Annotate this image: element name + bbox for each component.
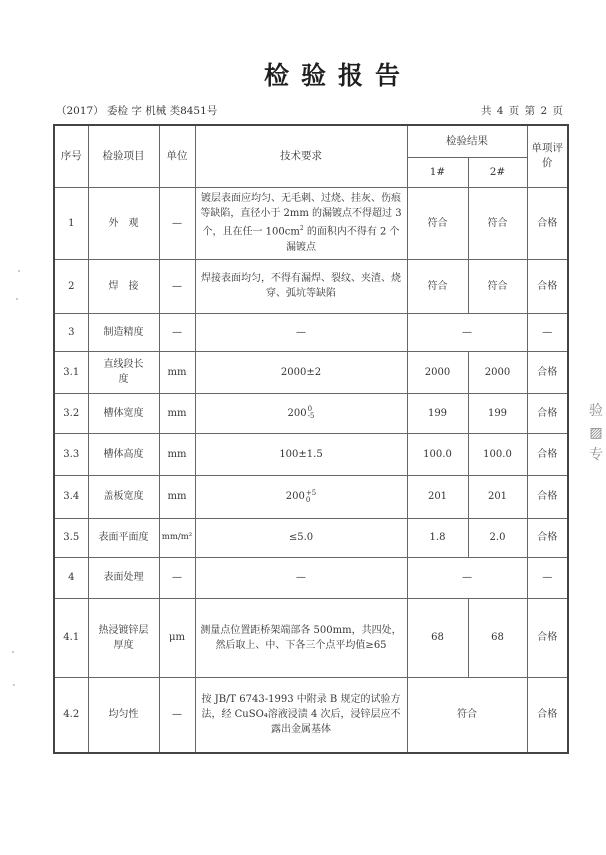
cell-result-2: 68 [468,598,527,677]
table-row [54,677,568,753]
tolerance-base: 200 [285,491,305,502]
header-sample1: 1# [407,157,468,187]
table-row [54,475,568,518]
cell-requirement: 镀层表面应均匀、无毛刺、过烧、挂灰、伤痕等缺陷，直径小于 2mm 的漏镀点不得超过 3 个，且在任一 $100cm^2$ 的面积内不得有 2 个漏镀点 [195,187,407,259]
cell-unit: — [159,313,195,351]
table-row [54,259,568,313]
cell-evaluation: 合格 [527,393,568,433]
cell-requirement: 焊接表面均匀，不得有漏焊、裂纹、夹渣、烧穿、弧坑等缺陷 [195,259,407,313]
cell-seq: 3.5 [54,518,88,557]
table-row [54,351,568,393]
cell-evaluation: 合格 [527,598,568,677]
cell-item: 外 观 [88,187,159,259]
cell-unit: — [159,259,195,313]
cell-result-1: 100.0 [407,433,468,475]
table-row [54,187,568,259]
cell-item: 直线段长度 [88,351,159,393]
header-row [54,125,568,157]
scan-speck [18,270,20,272]
cell-seq: 3.3 [54,433,88,475]
cell-unit: mm [159,351,195,393]
page-info: 共 4 页 第 2 页 [480,105,564,117]
cell-result-2: 符合 [468,259,527,313]
cell-requirement: — [195,557,407,598]
cell-result-2: 2.0 [468,518,527,557]
header-evaluation: 单项评价 [527,125,568,187]
cell-unit: mm [159,393,195,433]
cell-seq: 2 [54,259,88,313]
cell-requirement: 按 JB/T 6743-1993 中附录 B 规定的试验方法，经 CuSO₄溶液浸渍 4 次后，浸锌层应不露出金属基体 [195,677,407,753]
cell-result-2: 100.0 [468,433,527,475]
cell-item: 槽体高度 [88,433,159,475]
cell-item: 制造精度 [88,313,159,351]
cell-item: 热浸镀锌层厚度 [88,598,159,677]
tolerance-upper: 0 [307,405,313,413]
table-row [54,393,568,433]
report-number: （2017） 委检 字 机械 类8451号 [56,105,218,117]
cell-seq: 4 [54,557,88,598]
table-row [54,518,568,557]
cell-evaluation: 合格 [527,433,568,475]
table-row [54,598,568,677]
cell-result-1: 符合 [407,187,468,259]
inspection-table [53,124,569,754]
tolerance-range [308,406,315,420]
table-row [54,433,568,475]
header-seq: 序号 [54,125,88,187]
stamp-char: 验 [589,403,603,419]
cell-evaluation: 合格 [527,187,568,259]
table-row [54,557,568,598]
cell-seq: 4.2 [54,677,88,753]
cell-seq: 4.1 [54,598,88,677]
cell-seq: 3.1 [54,351,88,393]
cell-requirement: 2000±2 [195,351,407,393]
scan-speck [13,684,15,686]
document-title: 检验报告 [263,61,412,90]
table-row [54,313,568,351]
cell-requirement: 100±1.5 [195,433,407,475]
cell-item: 槽体宽度 [88,393,159,433]
cell-evaluation: 合格 [527,677,568,753]
cell-requirement: 测量点位置距桥架端部各 500mm，共四处，然后取上、中、下各三个点平均值≥65 [195,598,407,677]
tolerance-lower: -5 [307,412,315,420]
cell-result-2: 2000 [468,351,527,393]
cell-requirement [195,475,407,518]
cell-requirement [195,393,407,433]
cell-unit: — [159,187,195,259]
header-results: 检验结果 [407,125,527,157]
scan-speck [16,298,18,300]
cell-unit: — [159,557,195,598]
header-sample2: 2# [468,157,527,187]
tolerance-upper: +5 [305,488,317,497]
tolerance-base: 200 [287,407,307,419]
cell-unit: μm [159,598,195,677]
cell-unit: mm [159,433,195,475]
cell-result-2: 199 [468,393,527,433]
cell-result-merged: 符合 [407,677,527,753]
scan-speck [12,651,14,653]
seal-stamp-fragment [586,400,606,466]
cell-result-merged: — [407,313,527,351]
cell-result-1: 2000 [407,351,468,393]
cell-seq: 1 [54,187,88,259]
cell-seq: 3.4 [54,475,88,518]
cell-unit: mm [159,475,195,518]
cell-item: 均匀性 [88,677,159,753]
header-unit: 单位 [159,125,195,187]
cell-evaluation: 合格 [527,475,568,518]
cell-item: 表面处理 [88,557,159,598]
cell-unit: mm/m² [159,518,195,557]
cell-result-1: 199 [407,393,468,433]
cell-result-1: 68 [407,598,468,677]
stamp-char: 专 [589,447,603,463]
tolerance-lower: 0 [305,495,311,504]
cell-evaluation: 合格 [527,259,568,313]
cell-seq: 3 [54,313,88,351]
header-requirement: 技术要求 [195,125,407,187]
cell-result-1: 符合 [407,259,468,313]
cell-result-merged: — [407,557,527,598]
cell-requirement: — [195,313,407,351]
cell-item: 盖板宽度 [88,475,159,518]
stamp-char: ▨ [589,425,603,441]
tolerance-range [306,490,316,504]
cell-seq: 3.2 [54,393,88,433]
cell-unit: — [159,677,195,753]
cell-evaluation: — [527,313,568,351]
cell-evaluation: — [527,557,568,598]
cell-requirement: ≤5.0 [195,518,407,557]
cell-result-1: 201 [407,475,468,518]
cell-evaluation: 合格 [527,351,568,393]
cell-item: 焊 接 [88,259,159,313]
cell-evaluation: 合格 [527,518,568,557]
cell-result-2: 201 [468,475,527,518]
cell-result-2: 符合 [468,187,527,259]
header-item: 检验项目 [88,125,159,187]
cell-item: 表面平面度 [88,518,159,557]
cell-result-1: 1.8 [407,518,468,557]
